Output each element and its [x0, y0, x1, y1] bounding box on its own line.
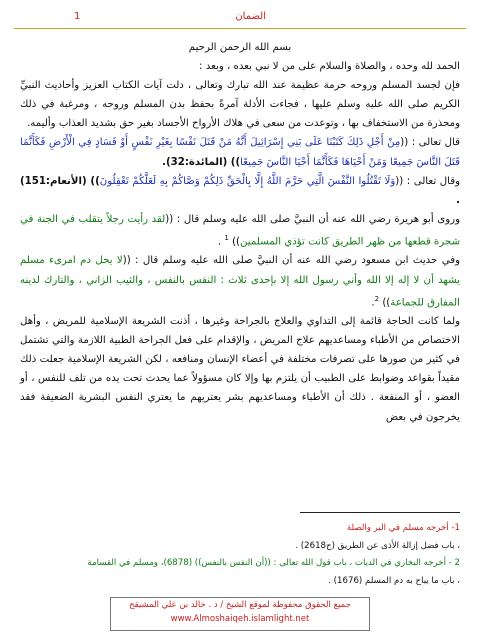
footnote-1-line-1: 1- أخرجه مسلم في البر والصلة — [346, 523, 460, 533]
hadith-close: )) — [228, 236, 241, 248]
document-body — [20, 38, 460, 427]
hadith-period: . — [217, 236, 225, 248]
hadith-period: . — [371, 297, 375, 308]
basmala: بسم الله الرحمن الرحيم — [188, 42, 292, 53]
opening-praise: الحمد لله وحده ، والصلاة والسلام على من لا نبي بعده ، وبعد : — [199, 61, 460, 73]
hadith-paragraph-1 — [20, 210, 460, 252]
verse-intro: وقال تعالى : (( — [395, 175, 460, 187]
copyright-footer — [110, 597, 370, 631]
verse-paragraph-2 — [20, 172, 460, 210]
footnote-2-line-2: ، باب ما يباح به دم المسلم (1676) . — [328, 575, 460, 586]
quran-verse: وَلَا تَقْتُلُوا النَّفْسَ الَّتِي حَرَّمَ اللَّهُ إِلَّا بِالْحَقِّ ذَلِكُمْ وَصَّاكُمْ بِهِ لَعَلَّكُمْ تَعْقِلُونَ — [99, 175, 396, 187]
main-paragraph: ولما كانت الحاجة قائمة إلى التداوي والعلاج بالجراحة وغيرها ، أذنت الشريعة الإسلامية للمريض ، وأهل الاختصاص من الأطباء ومساعديهم علاج المريض ، والإقدام على فعل الجراحة الطبية اللازمة والتي تشتمل في كثير من صورها على تصرفات مختلفة في أعضاء الإنسان ومنافعه ، لكن الشريعة الإسلامية جعلت ذلك مقيداً بقواعد وضوابط على الطبيب أن يلتزم بها وإلا كان مسؤولاً عما يحدث تحت يده من تلف للنفس ، أو العضو ، أو المنفعة . ذلك أن الأطباء ومساعديهم بشر يعتريهم ما يعتري النفس البشرية الضعيفة فقد يخرجون في بعض — [20, 316, 460, 423]
hadith-intro: وروى أبو هريرة رضي الله عنه أن النبيَّ صلى الله عليه وسلم قال : (( — [165, 213, 460, 225]
copyright-text: جميع الحقوق محفوظة لموقع الشيخ / د . خالد بن علي المشيقح — [129, 600, 351, 610]
verse-paragraph-1 — [20, 133, 460, 171]
verse-reference: )) (الأنعام:151) . — [20, 175, 460, 206]
hadith-close: )) — [379, 297, 391, 308]
footnote-marker: 1 — [224, 233, 229, 242]
hadith-text: لقد رأيت رجلاً يتقلب في الجنة في شجرة قطعها من ظهر الطريق كانت تؤذي المسلمين — [20, 213, 460, 248]
footnote-divider — [300, 512, 460, 513]
hadith-intro: وفي حديث ابن مسعود رضي الله عنه أن النبيَّ صلى الله عليه وسلم قال : (( — [122, 255, 460, 267]
page-number: 1 — [74, 11, 81, 22]
intro-paragraph: فإن لجسد المسلم وروحه حرمة عظيمة عند الله تبارك وتعالى ، دلت آيات الكتاب العزيز وأحاديث النبيِّ الكريم صلى الله عليه وسلم عليها ، فجاءت الأدلة آمرةً بحفظ بدن المسلم وروحه ، ومرغبة في ذلك ومحذرة من الاستخفاف بها ، وتوعدت من سعى في هلاك الأرواح الأجساد بغير حق بشديد العذاب وأليمه. — [20, 80, 460, 130]
footnote-marker: 2 — [374, 294, 380, 303]
website-link[interactable]: www.Almoshaiqeh.islamlight.net — [170, 614, 310, 624]
header-title: الضمان — [235, 11, 266, 22]
verse-reference: )) (المائدة:32). — [162, 156, 241, 168]
hadith-text: لا يحل دم امرىء مسلم يشهد أن لا إله إلا الله وأني رسول الله إلا بإحدى ثلاث : النفس بالنفس ، والثيب الزاني ، والتارك لدينه المفارق للجماعة — [20, 255, 460, 308]
page-header — [14, 10, 466, 29]
hadith-paragraph-2 — [20, 251, 460, 312]
footnote-1-line-2: ، باب فضل إزالة الأذى عن الطريق (ح2618) . — [295, 540, 460, 551]
footnote-2-line-1: 2 - أخرجه البخاري في الديات ، باب قول الله تعالى : ((أن النفس بالنفس)) (6878)، ومسلم في القسامة — [87, 558, 460, 568]
footnotes — [20, 520, 460, 590]
quran-verse: مِنْ أَجْلِ ذَلِكَ كَتَبْنَا عَلَى بَنِي إِسْرَائِيلَ أَنَّهُ مَنْ قَتَلَ نَفْسًا بِغَيْرِ نَفْسٍ أَوْ فَسَادٍ فِي الْأَرْضِ فَكَأَنَّمَا قَتَلَ النَّاسَ جَمِيعًا وَمَنْ أَحْيَاهَا فَكَأَنَّمَا أَحْيَا النَّاسَ جَمِيعًا — [20, 137, 460, 168]
verse-intro: قال تعالى : (( — [400, 137, 460, 149]
